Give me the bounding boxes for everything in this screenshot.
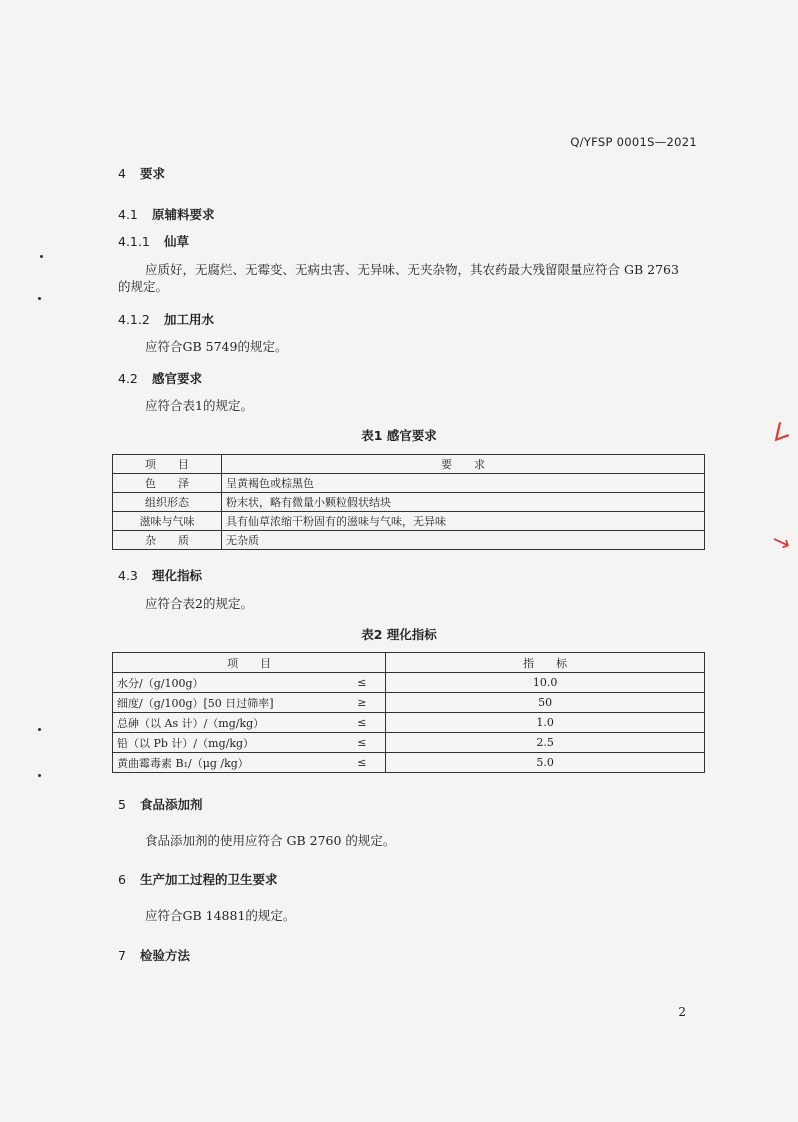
paragraph-5: 食品添加剂的使用应符合 GB 2760 的规定。: [145, 833, 396, 848]
table-cell: 总砷（以 As 计）/（mg/kg）: [113, 713, 339, 733]
table-sensory: [112, 454, 705, 550]
table-cell: 1.0: [386, 713, 705, 733]
table-header-row: [113, 455, 705, 474]
heading-title: 感官要求: [152, 371, 203, 386]
heading-4-2: [118, 369, 202, 387]
heading-4-1-1: [118, 232, 189, 250]
heading-6: [118, 870, 278, 888]
table-cell-operator: ≤: [338, 673, 386, 693]
heading-number: 4.3: [118, 568, 138, 583]
heading-title: 生产加工过程的卫生要求: [140, 872, 278, 887]
table-row: [113, 713, 705, 733]
stamp-fragment-icon: ∠: [766, 417, 794, 448]
table-cell-operator: ≥: [338, 693, 386, 713]
heading-title: 加工用水: [164, 312, 215, 327]
table-cell: 滋味与气味: [113, 512, 222, 531]
paragraph-4-1-2: 应符合GB 5749的规定。: [145, 339, 288, 354]
table1-caption: 表1 感官要求: [361, 428, 437, 443]
heading-number: 6: [118, 872, 126, 887]
table-cell: 50: [386, 693, 705, 713]
table-header-row: [113, 653, 705, 673]
heading-4-1: [118, 205, 215, 223]
scan-dot: [38, 774, 41, 777]
table-cell: 10.0: [386, 673, 705, 693]
table-cell: 无杂质: [222, 531, 705, 550]
scan-dot: [38, 297, 41, 300]
table-physicochemical: [112, 652, 705, 773]
heading-title: 要求: [140, 166, 166, 181]
heading-title: 食品添加剂: [140, 797, 203, 812]
table-cell: 细度/（g/100g）[50 日过筛率]: [113, 693, 339, 713]
table-cell: 2.5: [386, 733, 705, 753]
heading-number: 5: [118, 797, 126, 812]
table-cell: 5.0: [386, 753, 705, 773]
table-row: [113, 753, 705, 773]
scan-dot: [40, 255, 43, 258]
table-row: [113, 693, 705, 713]
paragraph-4-3: 应符合表2的规定。: [145, 596, 253, 611]
paragraph-4-2: 应符合表1的规定。: [145, 398, 253, 413]
heading-5: [118, 795, 203, 813]
table-cell: 具有仙草浓缩干粉固有的滋味与气味，无异味: [222, 512, 705, 531]
heading-number: 4.1: [118, 207, 138, 222]
table-cell-operator: ≤: [338, 753, 386, 773]
table-cell: 呈黄褐色或棕黑色: [222, 474, 705, 493]
table-header-cell: 要 求: [222, 455, 705, 474]
table-cell-operator: ≤: [338, 713, 386, 733]
scan-dot: [38, 728, 41, 731]
table-cell: 黄曲霉毒素 B₁/（μg /kg）: [113, 753, 339, 773]
table-row: [113, 733, 705, 753]
table-header-cell: 项 目: [113, 455, 222, 474]
heading-title: 仙草: [164, 234, 190, 249]
table-row: [113, 512, 705, 531]
table-cell: 铅（以 Pb 计）/（mg/kg）: [113, 733, 339, 753]
table-row: [113, 673, 705, 693]
heading-number: 4.1.2: [118, 312, 150, 327]
paragraph-4-1-1-line2: 的规定。: [118, 279, 169, 294]
heading-title: 原辅料要求: [152, 207, 215, 222]
heading-7: [118, 946, 190, 964]
table-row: [113, 531, 705, 550]
table-cell: 水分/（g/100g）: [113, 673, 339, 693]
table-cell: 色 泽: [113, 474, 222, 493]
heading-number: 4.2: [118, 371, 138, 386]
table-header-cell: 项 目: [113, 653, 386, 673]
table-cell: 粉末状，略有微量小颗粒假状结块: [222, 493, 705, 512]
document-code: Q/YFSP 0001S—2021: [570, 135, 697, 149]
table-header-cell: 指 标: [386, 653, 705, 673]
table2-caption: 表2 理化指标: [361, 627, 437, 642]
heading-title: 理化指标: [152, 568, 203, 583]
page-number: 2: [678, 1005, 686, 1019]
heading-number: 7: [118, 948, 126, 963]
table-row: [113, 474, 705, 493]
heading-title: 检验方法: [140, 948, 191, 963]
paragraph-4-1-1-line1: 应质好，无腐烂、无霉变、无病虫害、无异味、无夹杂物，其农药最大残留限量应符合 GB 2763: [145, 262, 679, 277]
heading-number: 4.1.1: [118, 234, 150, 249]
heading-number: 4: [118, 166, 126, 181]
table-cell-operator: ≤: [338, 733, 386, 753]
table-cell: 杂 质: [113, 531, 222, 550]
heading-4-1-2: [118, 310, 214, 328]
paragraph-6: 应符合GB 14881的规定。: [145, 908, 296, 923]
heading-4: [118, 164, 165, 182]
heading-4-3: [118, 566, 202, 584]
stamp-fragment-icon: ↘: [768, 527, 795, 558]
table-row: [113, 493, 705, 512]
table-cell: 组织形态: [113, 493, 222, 512]
